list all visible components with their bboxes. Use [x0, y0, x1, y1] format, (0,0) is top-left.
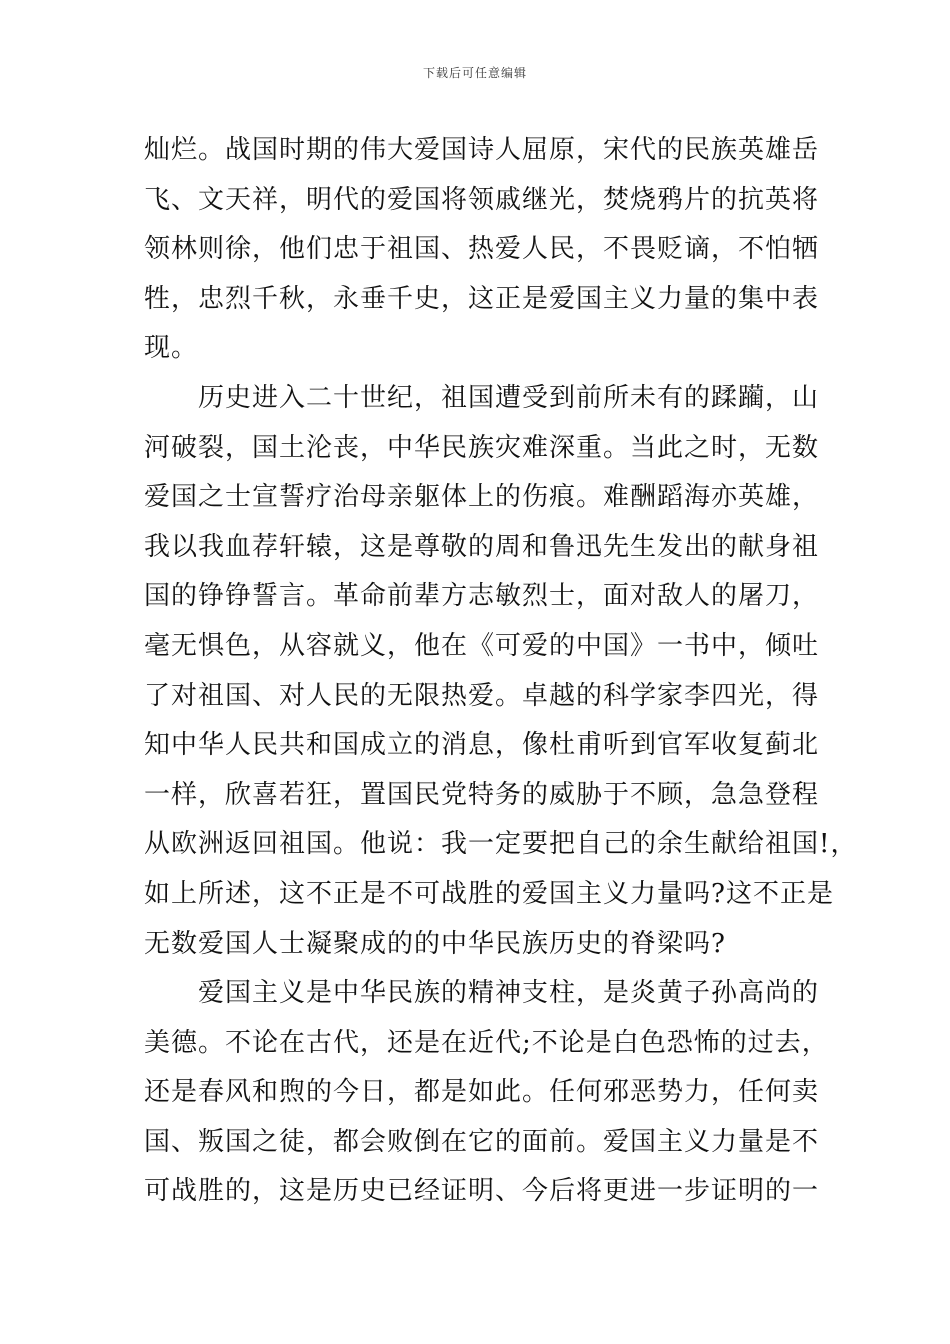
text-line: 国的铮铮誓言。革命前辈方志敏烈士，面对敌人的屠刀，: [144, 581, 820, 612]
text-line: 美德。不论在古代，还是在近代;不论是白色恐怖的过去，: [144, 1027, 829, 1058]
text-line: 牲，忠烈千秋，永垂千史，这正是爱国主义力量的集中表: [144, 283, 820, 314]
text-line: 如上所述，这不正是不可战胜的爱国主义力量吗?这不正是: [144, 878, 834, 909]
text-line: 从欧洲返回祖国。他说：我一定要把自己的余生献给祖国!，: [144, 829, 858, 860]
text-line: 我以我血荐轩辕，这是尊敬的周和鲁迅先生发出的献身祖: [144, 531, 820, 562]
page-header: 下载后可任意编辑: [422, 66, 527, 80]
document-body: [144, 126, 858, 1217]
paragraph-first-line: 历史进入二十世纪，祖国遭受到前所未有的蹂躏，山: [198, 382, 820, 413]
text-line: 河破裂，国土沦丧，中华民族灾难深重。当此之时，无数: [144, 432, 820, 463]
text-line: 还是春风和煦的今日，都是如此。任何邪恶势力，任何卖: [144, 1077, 820, 1108]
text-line: 可战胜的，这是历史已经证明、今后将更进一步证明的一: [144, 1176, 820, 1207]
text-line: 国、叛国之徒，都会败倒在它的面前。爱国主义力量是不: [144, 1126, 820, 1157]
text-line: 了对祖国、对人民的无限热爱。卓越的科学家李四光，得: [144, 680, 820, 711]
text-line: 飞、文天祥，明代的爱国将领戚继光，焚烧鸦片的抗英将: [144, 184, 820, 215]
paragraph-first-line: 爱国主义是中华民族的精神支柱，是炎黄子孙高尚的: [198, 978, 820, 1009]
text-line: 一样，欣喜若狂，置国民党特务的威胁于不顾，急急登程: [144, 779, 820, 810]
text-line: 领林则徐，他们忠于祖国、热爱人民，不畏贬谪，不怕牺: [144, 234, 820, 265]
text-line: 知中华人民共和国成立的消息，像杜甫听到官军收复蓟北: [144, 730, 820, 761]
text-line: 毫无惧色，从容就义，他在《可爱的中国》一书中，倾吐: [144, 630, 820, 661]
text-line: 现。: [144, 333, 199, 364]
text-line: 灿烂。战国时期的伟大爱国诗人屈原，宋代的民族英雄岳: [144, 135, 820, 165]
text-line: 爱国之士宣誓疗治母亲躯体上的伤痕。难酬蹈海亦英雄，: [144, 482, 820, 513]
text-line: 无数爱国人士凝聚成的的中华民族历史的脊梁吗?: [144, 928, 726, 959]
